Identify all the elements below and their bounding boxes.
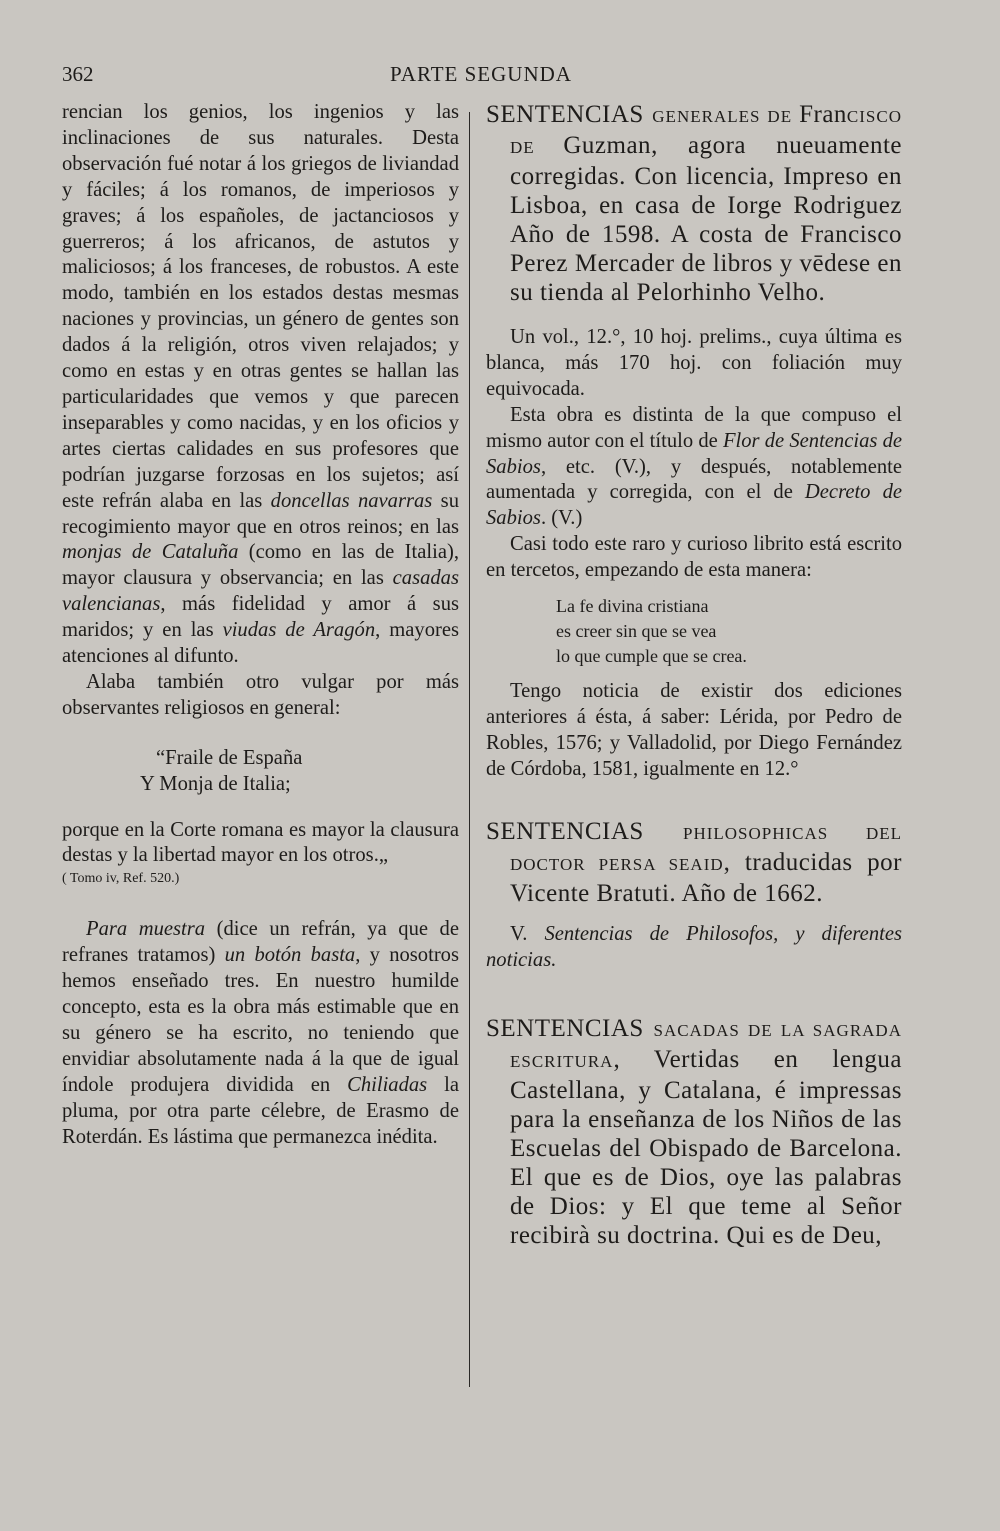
paragraph: Esta obra es distinta de la que compuso el mismo autor con el título de Flor de Sentencias de Sabios, etc. (V.), y después, notablemente aumentada y corregida, con el de Decreto de Sabios. (V.) [486, 403, 903, 530]
tercet-verse [556, 594, 902, 669]
entry-title: SENTENCIAS SACADAS DE LA SAGRADA ESCRITURA, Vertidas en lengua Castellana, y Catalana, é impressas para la enseñanza de los Niños de las Escuelas del Obispado de Barcelona. El que es de Dios, oye las palabras de Dios: y El que teme al Señor recibirà su doctrina. Qui es de Deu, [486, 1014, 902, 1249]
page-header [62, 62, 900, 92]
italic-phrase: Para muestra [86, 918, 206, 941]
page-number: 362 [62, 62, 94, 86]
left-column [62, 100, 459, 1151]
italic-phrase: monjas de Cataluña [62, 541, 239, 564]
quoted-verse [140, 746, 459, 798]
verse-line: La fe divina cristiana [556, 596, 709, 617]
paragraph: porque en la Corte romana es mayor la clausura destas y la libertad mayor en los otros.„ [62, 818, 459, 867]
paragraph: Para muestra (dice un refrán, ya que de refranes tratamos) un botón basta, y nosotros hemos enseñado tres. En nuestro humilde concepto, esta es la obra más estimable que en su género se ha escrito, no teniendo que envidiar absolutamente nada á la que de igual índole produjera dividida en Chiliadas la pluma, por otra parte célebre, de Erasmo de Roterdán. Es lástima que permanezca inédita. [62, 918, 460, 1148]
entry-title: SENTENCIAS GENERALES DE FranCISCO DE Guzman, agora nueuamente corregidas. Con licencia, Impreso en Lisboa, en casa de Iorge Rodriguez Año de 1598. A costa de Francisco Perez Mercader de libros y vēdese en su tienda al Pelorhinho Velho. [486, 101, 902, 306]
right-column [486, 100, 902, 1250]
running-head: PARTE SEGUNDA [390, 62, 572, 86]
paragraph-continuation: rencian los genios, los ingenios y las inclinaciones de sus naturales. Desta observación fué notar á los griegos de liviandad y fáciles; á los romanos, de imperiosos y graves; á los españoles, de jactanciosos y guerreros; á los africanos, de astutos y maliciosos; á los franceses, de robustos. A este modo, también en los estados destas mesmas naciones y provincias, un género de gentes son dados á la religión, otros viven relajados; y como en estas y en otras gentes se hallan las particularidades que vemos y que parecen inseparables y como nacidas, y en los oficios y artes ciertas calidades en sus profesores que podrían juzgarse forzosas en los sujetos; así este refrán alaba en las doncellas navarras su recogimiento mayor que en otros reinos; en las monjas de Cataluña (como en las de Italia), mayor clausura y observancia; en las casadas valencianas, más fidelidad y amor á sus maridos; y en las viudas de Aragón, mayores atenciones al difunto. [62, 101, 460, 668]
verse-line: lo que cumple que se crea. [556, 646, 747, 667]
italic-phrase: doncellas navarras [270, 489, 433, 512]
paragraph: Alaba también otro vulgar por más observantes religiosos en general: [62, 670, 459, 719]
verse-line: “Fraile de España [156, 746, 303, 769]
italic-phrase: un botón basta [224, 944, 356, 967]
italic-phrase: casadas valencianas [62, 567, 459, 616]
verse-line: Y Monja de Italia; [140, 772, 291, 795]
paragraph: Tengo noticia de existir dos ediciones anteriores á ésta, á saber: Lérida, por Pedro de Robles, 1576; y Valladolid, por Diego Fernández de Córdoba, 1581, igualmente en 12.° [486, 680, 902, 780]
italic-title: Sentencias de Philosofos, y diferentes noticias. [486, 922, 902, 971]
italic-title: Decreto de Sabios [486, 481, 903, 530]
italic-title: Flor de Sentencias de Sabios [486, 429, 903, 478]
entry-title: SENTENCIAS PHILOSOPHICAS DEL DOCTOR PERSA SEAID, traducidas por Vicente Bratuti. Año de 1662. [486, 817, 902, 907]
cross-reference: V. Sentencias de Philosofos, y diferentes noticias. [486, 922, 902, 971]
reference-note: ( Tomo iv, Ref. 520.) [62, 871, 180, 887]
italic-phrase: Chiliadas [347, 1073, 428, 1096]
italic-phrase: viudas de Aragón [222, 619, 376, 642]
bibliographic-description: Un vol., 12.°, 10 hoj. prelims., cuya última es blanca, más 170 hoj. con foliación muy equivocada. [486, 326, 902, 400]
verse-line: es creer sin que se vea [556, 621, 717, 642]
paragraph: Casi todo este raro y curioso librito está escrito en tercetos, empezando de esta manera: [486, 533, 902, 582]
column-divider [469, 112, 470, 1387]
